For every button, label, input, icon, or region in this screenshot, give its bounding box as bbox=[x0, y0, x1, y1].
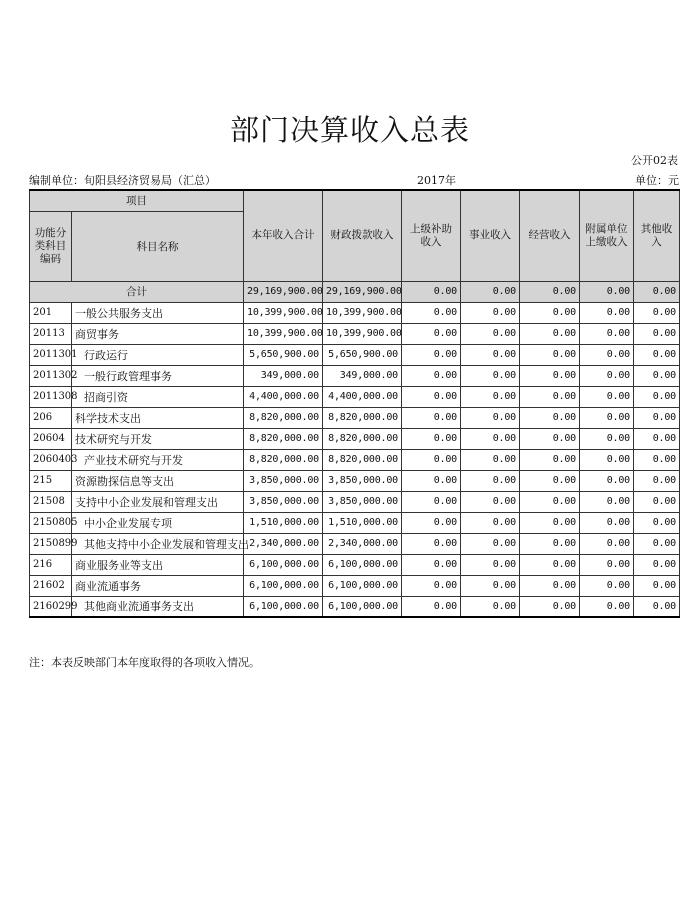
amount-cell: 0.00 bbox=[461, 512, 520, 533]
page-title: 部门决算收入总表 bbox=[229, 113, 470, 147]
header-info-row bbox=[29, 172, 679, 188]
header-affiliated-income: 附属单位上缴收入 bbox=[580, 190, 634, 281]
amount-cell: 0.00 bbox=[580, 449, 634, 470]
amount-cell: 0.00 bbox=[520, 323, 580, 344]
subject-name-cell: 商贸事务 bbox=[72, 323, 244, 344]
amount-cell: 0.00 bbox=[580, 491, 634, 512]
table-row bbox=[30, 323, 680, 344]
table-row bbox=[30, 407, 680, 428]
func-code-cell: 215 bbox=[30, 470, 72, 491]
amount-cell: 0.00 bbox=[461, 554, 520, 575]
amount-cell: 0.00 bbox=[520, 449, 580, 470]
amount-cell: 3,850,000.00 bbox=[323, 470, 402, 491]
amount-cell: 0.00 bbox=[402, 386, 461, 407]
table-row bbox=[30, 344, 680, 365]
amount-cell: 0.00 bbox=[520, 302, 580, 323]
table-row bbox=[30, 470, 680, 491]
amount-cell: 0.00 bbox=[634, 512, 680, 533]
table-row bbox=[30, 512, 680, 533]
amount-cell: 1,510,000.00 bbox=[323, 512, 402, 533]
amount-cell: 8,820,000.00 bbox=[244, 428, 323, 449]
table-row bbox=[30, 365, 680, 386]
total-cell: 0.00 bbox=[402, 281, 461, 302]
amount-cell: 8,820,000.00 bbox=[323, 407, 402, 428]
func-code-cell: 216 bbox=[30, 554, 72, 575]
amount-cell: 0.00 bbox=[580, 407, 634, 428]
amount-cell: 6,100,000.00 bbox=[323, 575, 402, 596]
amount-cell: 0.00 bbox=[520, 512, 580, 533]
header-other-income: 其他收入 bbox=[634, 190, 680, 281]
amount-cell: 0.00 bbox=[520, 596, 580, 617]
amount-cell: 0.00 bbox=[461, 386, 520, 407]
subject-name-cell: 行政运行 bbox=[72, 344, 244, 365]
amount-cell: 0.00 bbox=[402, 449, 461, 470]
total-cell: 29,169,900.00 bbox=[244, 281, 323, 302]
subject-name-cell: 商业服务业等支出 bbox=[72, 554, 244, 575]
amount-cell: 0.00 bbox=[580, 365, 634, 386]
subject-name-cell: 一般公共服务支出 bbox=[72, 302, 244, 323]
header-superior-subsidy: 上级补助收入 bbox=[402, 190, 461, 281]
subject-name-cell: 一般行政管理事务 bbox=[72, 365, 244, 386]
amount-cell: 1,510,000.00 bbox=[244, 512, 323, 533]
func-code-cell: 20113 bbox=[30, 323, 72, 344]
subject-name-cell: 科学技术支出 bbox=[72, 407, 244, 428]
func-code-cell: 2060403 bbox=[30, 449, 72, 470]
amount-cell: 0.00 bbox=[520, 554, 580, 575]
table-row bbox=[30, 554, 680, 575]
unit-label: 单位：元 bbox=[635, 174, 679, 187]
amount-cell: 0.00 bbox=[520, 344, 580, 365]
amount-cell: 0.00 bbox=[520, 575, 580, 596]
header-item: 项目 bbox=[30, 190, 244, 211]
amount-cell: 0.00 bbox=[634, 302, 680, 323]
amount-cell: 0.00 bbox=[461, 575, 520, 596]
amount-cell: 0.00 bbox=[402, 554, 461, 575]
func-code-cell: 2150805 bbox=[30, 512, 72, 533]
amount-cell: 0.00 bbox=[634, 554, 680, 575]
form-code: 公开02表 bbox=[631, 154, 678, 167]
func-code-cell: 206 bbox=[30, 407, 72, 428]
func-code-cell: 2160299 bbox=[30, 596, 72, 617]
amount-cell: 0.00 bbox=[402, 344, 461, 365]
amount-cell: 4,400,000.00 bbox=[244, 386, 323, 407]
amount-cell: 0.00 bbox=[461, 596, 520, 617]
amount-cell: 10,399,900.00 bbox=[244, 323, 323, 344]
amount-cell: 0.00 bbox=[580, 596, 634, 617]
subject-name-cell: 招商引资 bbox=[72, 386, 244, 407]
func-code-cell: 201 bbox=[30, 302, 72, 323]
amount-cell: 8,820,000.00 bbox=[323, 428, 402, 449]
footnote: 注：本表反映部门本年度取得的各项收入情况。 bbox=[29, 656, 260, 669]
amount-cell: 0.00 bbox=[402, 575, 461, 596]
total-label: 合计 bbox=[30, 281, 244, 302]
amount-cell: 0.00 bbox=[634, 575, 680, 596]
amount-cell: 10,399,900.00 bbox=[244, 302, 323, 323]
amount-cell: 6,100,000.00 bbox=[244, 554, 323, 575]
func-code-cell: 2011301 bbox=[30, 344, 72, 365]
amount-cell: 0.00 bbox=[402, 302, 461, 323]
amount-cell: 0.00 bbox=[580, 575, 634, 596]
amount-cell: 0.00 bbox=[634, 533, 680, 554]
amount-cell: 0.00 bbox=[461, 470, 520, 491]
amount-cell: 0.00 bbox=[634, 491, 680, 512]
func-code-cell: 21602 bbox=[30, 575, 72, 596]
amount-cell: 0.00 bbox=[520, 428, 580, 449]
table-row bbox=[30, 302, 680, 323]
amount-cell: 0.00 bbox=[580, 554, 634, 575]
amount-cell: 0.00 bbox=[520, 470, 580, 491]
amount-cell: 2,340,000.00 bbox=[244, 533, 323, 554]
amount-cell: 0.00 bbox=[580, 323, 634, 344]
amount-cell: 0.00 bbox=[580, 302, 634, 323]
header-fiscal-income: 财政拨款收入 bbox=[323, 190, 402, 281]
amount-cell: 0.00 bbox=[580, 470, 634, 491]
amount-cell: 0.00 bbox=[634, 344, 680, 365]
year-label: 2017年 bbox=[417, 174, 456, 187]
func-code-cell: 21508 bbox=[30, 491, 72, 512]
table-row bbox=[30, 428, 680, 449]
subject-name-cell: 技术研究与开发 bbox=[72, 428, 244, 449]
amount-cell: 0.00 bbox=[580, 344, 634, 365]
amount-cell: 8,820,000.00 bbox=[244, 449, 323, 470]
org-label: 编制单位：旬阳县经济贸易局（汇总） bbox=[29, 174, 216, 187]
amount-cell: 5,650,900.00 bbox=[244, 344, 323, 365]
amount-cell: 0.00 bbox=[402, 596, 461, 617]
total-cell: 0.00 bbox=[580, 281, 634, 302]
amount-cell: 0.00 bbox=[634, 365, 680, 386]
income-summary-table bbox=[29, 189, 680, 618]
amount-cell: 0.00 bbox=[461, 365, 520, 386]
func-code-cell: 2011302 bbox=[30, 365, 72, 386]
amount-cell: 0.00 bbox=[520, 386, 580, 407]
func-code-cell: 2150899 bbox=[30, 533, 72, 554]
amount-cell: 0.00 bbox=[580, 512, 634, 533]
amount-cell: 0.00 bbox=[402, 407, 461, 428]
subject-name-cell: 支持中小企业发展和管理支出 bbox=[72, 491, 244, 512]
amount-cell: 0.00 bbox=[461, 407, 520, 428]
amount-cell: 0.00 bbox=[634, 596, 680, 617]
header-func-code: 功能分类科目编码 bbox=[30, 211, 72, 281]
amount-cell: 0.00 bbox=[520, 407, 580, 428]
amount-cell: 0.00 bbox=[461, 533, 520, 554]
amount-cell: 0.00 bbox=[402, 323, 461, 344]
amount-cell: 0.00 bbox=[461, 323, 520, 344]
subject-name-cell: 其他商业流通事务支出 bbox=[72, 596, 244, 617]
amount-cell: 0.00 bbox=[580, 533, 634, 554]
amount-cell: 349,000.00 bbox=[323, 365, 402, 386]
amount-cell: 2,340,000.00 bbox=[323, 533, 402, 554]
amount-cell: 0.00 bbox=[580, 386, 634, 407]
amount-cell: 6,100,000.00 bbox=[323, 596, 402, 617]
table-row bbox=[30, 491, 680, 512]
amount-cell: 0.00 bbox=[402, 512, 461, 533]
amount-cell: 6,100,000.00 bbox=[244, 575, 323, 596]
amount-cell: 0.00 bbox=[634, 407, 680, 428]
table-row bbox=[30, 596, 680, 617]
subject-name-cell: 商业流通事务 bbox=[72, 575, 244, 596]
amount-cell: 5,650,900.00 bbox=[323, 344, 402, 365]
total-cell: 0.00 bbox=[461, 281, 520, 302]
header-institution-income: 事业收入 bbox=[461, 190, 520, 281]
amount-cell: 0.00 bbox=[402, 533, 461, 554]
amount-cell: 0.00 bbox=[634, 449, 680, 470]
table-row bbox=[30, 575, 680, 596]
amount-cell: 4,400,000.00 bbox=[323, 386, 402, 407]
amount-cell: 0.00 bbox=[634, 428, 680, 449]
amount-cell: 10,399,900.00 bbox=[323, 302, 402, 323]
table-row bbox=[30, 449, 680, 470]
amount-cell: 0.00 bbox=[580, 428, 634, 449]
subject-name-cell: 中小企业发展专项 bbox=[72, 512, 244, 533]
amount-cell: 0.00 bbox=[402, 365, 461, 386]
subject-name-cell: 产业技术研究与开发 bbox=[72, 449, 244, 470]
amount-cell: 0.00 bbox=[520, 365, 580, 386]
total-cell: 0.00 bbox=[520, 281, 580, 302]
amount-cell: 0.00 bbox=[461, 344, 520, 365]
subject-name-cell: 资源勘探信息等支出 bbox=[72, 470, 244, 491]
amount-cell: 0.00 bbox=[402, 491, 461, 512]
table-row bbox=[30, 533, 680, 554]
func-code-cell: 20604 bbox=[30, 428, 72, 449]
amount-cell: 0.00 bbox=[461, 449, 520, 470]
amount-cell: 0.00 bbox=[634, 323, 680, 344]
amount-cell: 0.00 bbox=[402, 470, 461, 491]
amount-cell: 8,820,000.00 bbox=[323, 449, 402, 470]
header-subject-name: 科目名称 bbox=[72, 211, 244, 281]
amount-cell: 3,850,000.00 bbox=[244, 470, 323, 491]
header-operating-income: 经营收入 bbox=[520, 190, 580, 281]
amount-cell: 349,000.00 bbox=[244, 365, 323, 386]
total-row bbox=[30, 281, 680, 302]
amount-cell: 0.00 bbox=[461, 491, 520, 512]
header-total-income: 本年收入合计 bbox=[244, 190, 323, 281]
total-cell: 0.00 bbox=[634, 281, 680, 302]
total-cell: 29,169,900.00 bbox=[323, 281, 402, 302]
amount-cell: 0.00 bbox=[634, 386, 680, 407]
amount-cell: 3,850,000.00 bbox=[323, 491, 402, 512]
amount-cell: 0.00 bbox=[461, 428, 520, 449]
table-row bbox=[30, 386, 680, 407]
amount-cell: 0.00 bbox=[520, 491, 580, 512]
amount-cell: 3,850,000.00 bbox=[244, 491, 323, 512]
amount-cell: 6,100,000.00 bbox=[323, 554, 402, 575]
amount-cell: 0.00 bbox=[402, 428, 461, 449]
amount-cell: 0.00 bbox=[634, 470, 680, 491]
amount-cell: 10,399,900.00 bbox=[323, 323, 402, 344]
amount-cell: 6,100,000.00 bbox=[244, 596, 323, 617]
amount-cell: 0.00 bbox=[520, 533, 580, 554]
func-code-cell: 2011308 bbox=[30, 386, 72, 407]
amount-cell: 8,820,000.00 bbox=[244, 407, 323, 428]
subject-name-cell: 其他支持中小企业发展和管理支出 bbox=[72, 533, 244, 554]
amount-cell: 0.00 bbox=[461, 302, 520, 323]
